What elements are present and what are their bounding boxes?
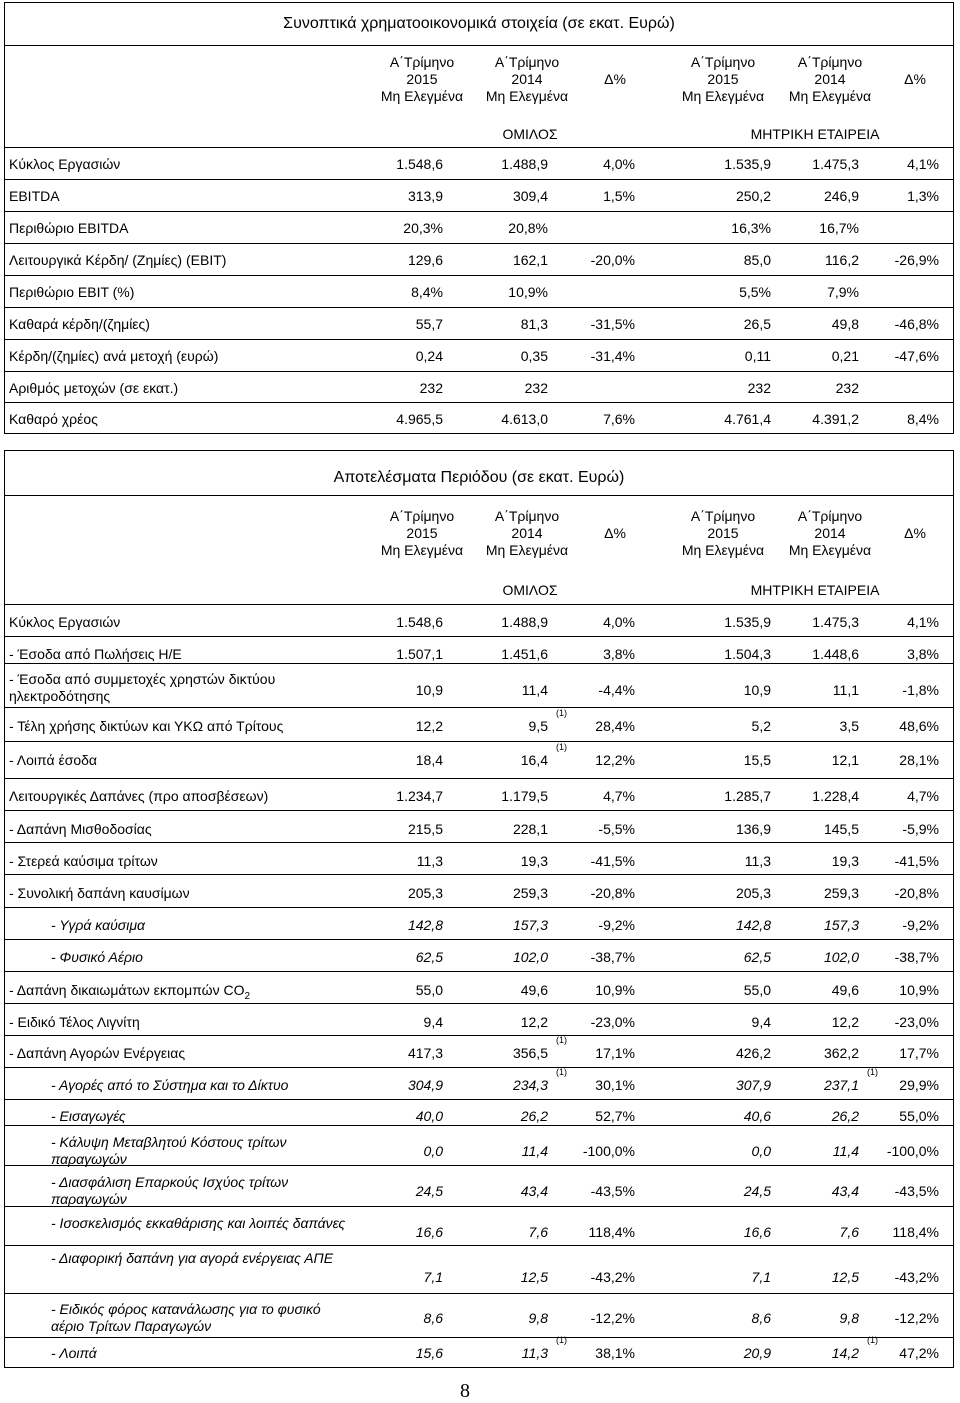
cell-value: 12,5	[520, 1269, 548, 1285]
col-header	[367, 54, 477, 105]
cell-value: -38,7%	[590, 949, 635, 965]
row-divider	[5, 939, 953, 940]
cell-value: 16,3%	[731, 220, 771, 236]
cell-value: 49,6	[520, 982, 548, 998]
cell-value: 307,9	[735, 1077, 771, 1093]
cell-value: -43,2%	[590, 1269, 635, 1285]
cell-value: -23,0%	[590, 1014, 635, 1030]
footnote-mark: (1)	[867, 1335, 878, 1345]
cell-value: 9,8	[839, 1310, 859, 1326]
cell-value: 26,2	[831, 1108, 859, 1124]
row-divider	[5, 211, 953, 212]
summary-financials-table	[4, 2, 954, 434]
cell-value: 7,6	[528, 1224, 548, 1240]
row-label: - Έσοδα από Πωλήσεις Η/Ε	[9, 646, 182, 662]
col-header	[668, 508, 778, 559]
cell-value: 3,8%	[603, 646, 635, 662]
cell-value: 9,8	[528, 1310, 548, 1326]
cell-value: 9,4	[751, 1014, 771, 1030]
cell-value: 136,9	[735, 821, 771, 837]
cell-value: -1,8%	[902, 682, 939, 698]
cell-value: 8,4%	[411, 284, 443, 300]
cell-value: 10,9	[743, 682, 771, 698]
cell-value: 162,1	[512, 252, 548, 268]
cell-value: 4,0%	[603, 156, 635, 172]
cell-value: -43,5%	[894, 1183, 939, 1199]
cell-value: 1.448,6	[812, 646, 859, 662]
cell-value: 11,4	[521, 1143, 548, 1159]
row-label: - Στερεά καύσιμα τρίτων	[9, 853, 158, 869]
col-header	[472, 508, 582, 559]
cell-value: 1.234,7	[396, 788, 443, 804]
col-header-line: 2015	[406, 71, 438, 87]
cell-value: 20,9	[743, 1345, 771, 1361]
cell-value: 19,3	[520, 853, 548, 869]
row-divider	[5, 1125, 953, 1126]
cell-value: 246,9	[823, 188, 859, 204]
cell-value: 232	[835, 380, 859, 396]
row-label: - Έσοδα από συμμετοχές χρηστών δικτύου ηλεκτροδότησης	[9, 671, 276, 704]
cell-value: 205,3	[407, 885, 443, 901]
col-header-line: Μη Ελεγμένα	[485, 88, 569, 104]
cell-value: 12,2	[831, 1014, 859, 1030]
cell-value: 304,9	[407, 1077, 443, 1093]
cell-value: 11,3	[744, 853, 771, 869]
cell-value: 1,5%	[603, 188, 635, 204]
cell-value: -12,2%	[894, 1310, 939, 1326]
cell-value: 81,3	[520, 316, 548, 332]
row-divider	[5, 1206, 953, 1207]
col-header-line: Α΄Τρίμηνο	[690, 54, 756, 70]
cell-value: 356,5	[512, 1045, 548, 1061]
cell-value: 1.535,9	[724, 614, 771, 630]
cell-value: 1.475,3	[812, 614, 859, 630]
col-header-delta: Δ%	[604, 71, 626, 87]
cell-value: -47,6%	[894, 348, 939, 364]
row-divider	[5, 1245, 953, 1246]
cell-value: 250,2	[735, 188, 771, 204]
cell-value: 43,4	[831, 1183, 859, 1199]
cell-value: 9,4	[423, 1014, 443, 1030]
cell-value: 28,1%	[899, 752, 939, 768]
row-divider	[5, 741, 953, 742]
row-label: Καθαρά κέρδη/(ζημίες)	[9, 316, 150, 332]
cell-value: 0,11	[744, 348, 771, 364]
row-divider	[5, 907, 953, 908]
col-header-line: 2015	[707, 525, 739, 541]
col-header-line: Α΄Τρίμηνο	[797, 508, 863, 524]
cell-value: 20,3%	[403, 220, 443, 236]
cell-value: 26,2	[520, 1108, 548, 1124]
row-label: - Τέλη χρήσης δικτύων και ΥΚΩ από Τρίτους	[9, 718, 284, 734]
row-label: - Αγορές από το Σύστημα και το Δίκτυο	[51, 1077, 289, 1093]
cell-value: 16,6	[415, 1224, 443, 1240]
cell-value: 4,7%	[603, 788, 635, 804]
col-header-line: 2015	[707, 71, 739, 87]
row-divider	[5, 1337, 953, 1338]
row-label: - Υγρά καύσιμα	[51, 917, 145, 933]
cell-value: 309,4	[512, 188, 548, 204]
cell-value: 17,1%	[595, 1045, 635, 1061]
cell-value: 1,3%	[907, 188, 939, 204]
cell-value: 11,3	[521, 1345, 548, 1361]
cell-value: 16,4	[520, 752, 548, 768]
cell-value: 24,5	[415, 1183, 443, 1199]
cell-value: 4,1%	[907, 614, 939, 630]
cell-value: -9,2%	[902, 917, 939, 933]
cell-value: 102,0	[823, 949, 859, 965]
cell-value: 8,4%	[907, 411, 939, 427]
cell-value: 1.488,9	[501, 156, 548, 172]
col-header-line: 2014	[511, 525, 543, 541]
cell-value: -20,8%	[894, 885, 939, 901]
cell-value: 3,8%	[907, 646, 939, 662]
cell-value: 5,5%	[739, 284, 771, 300]
cell-value: -20,8%	[590, 885, 635, 901]
footnote-mark: (1)	[556, 1335, 567, 1345]
cell-value: 234,3	[512, 1077, 548, 1093]
row-divider	[5, 842, 953, 843]
cell-value: 8,6	[751, 1310, 771, 1326]
row-label: - Διασφάλιση Επαρκούς Ισχύος τρίτων παραγωγών	[51, 1174, 289, 1207]
row-label: - Ειδικό Τέλος Λιγνίτη	[9, 1014, 140, 1030]
cell-value: 11,4	[832, 1143, 859, 1159]
cell-value: 62,5	[415, 949, 443, 965]
cell-value: 5,2	[751, 718, 771, 734]
cell-value: 10,9	[415, 682, 443, 698]
cell-value: 55,0	[743, 982, 771, 998]
col-header-delta: Δ%	[604, 525, 626, 541]
cell-value: -43,2%	[894, 1269, 939, 1285]
row-divider	[5, 147, 953, 148]
cell-value: 145,5	[823, 821, 859, 837]
cell-value: 12,2	[415, 718, 443, 734]
cell-value: 49,8	[831, 316, 859, 332]
col-header	[775, 54, 885, 105]
cell-value: 3,5	[839, 718, 859, 734]
row-label: EBITDA	[9, 188, 60, 204]
cell-value: 142,8	[407, 917, 443, 933]
row-divider	[5, 275, 953, 276]
footnote-mark: (1)	[867, 1067, 878, 1077]
cell-value: 10,9%	[595, 982, 635, 998]
cell-value: -31,4%	[590, 348, 635, 364]
cell-value: 1.504,3	[724, 646, 771, 662]
cell-value: 4,1%	[907, 156, 939, 172]
row-divider	[5, 307, 953, 308]
cell-value: 118,4%	[892, 1224, 939, 1240]
cell-value: 1.507,1	[396, 646, 443, 662]
label-subscript: 2	[244, 990, 251, 1002]
footnote-mark: (1)	[556, 1035, 567, 1045]
col-header	[775, 508, 885, 559]
cell-value: 4.613,0	[501, 411, 548, 427]
row-divider	[5, 810, 953, 811]
row-label: Κύκλος Εργασιών	[9, 614, 121, 630]
cell-value: 11,3	[416, 853, 443, 869]
row-label: - Εισαγωγές	[51, 1108, 126, 1124]
cell-value: 28,4%	[595, 718, 635, 734]
cell-value: 9,5	[528, 718, 548, 734]
col-header-line: Α΄Τρίμηνο	[389, 508, 455, 524]
cell-value: 40,6	[743, 1108, 771, 1124]
cell-value: 26,5	[743, 316, 771, 332]
row-divider	[5, 1293, 953, 1294]
row-label: - Δαπάνη Μισθοδοσίας	[9, 821, 152, 837]
row-divider	[5, 371, 953, 372]
row-divider	[5, 243, 953, 244]
col-header-line: 2014	[814, 525, 846, 541]
cell-value: 0,35	[520, 348, 548, 364]
col-header-delta: Δ%	[904, 71, 926, 87]
cell-value: 417,3	[407, 1045, 443, 1061]
cell-value: 43,4	[520, 1183, 548, 1199]
cell-value: 11,1	[832, 682, 859, 698]
cell-value: 7,9%	[827, 284, 859, 300]
row-label: - Δαπάνη δικαιωμάτων εκπομπών $CO_2$	[9, 982, 251, 1002]
cell-value: 1.535,9	[724, 156, 771, 172]
cell-value: 157,3	[512, 917, 548, 933]
cell-value: 1.451,6	[501, 646, 548, 662]
cell-value: -12,2%	[590, 1310, 635, 1326]
cell-value: 49,6	[831, 982, 859, 998]
col-header-line: Μη Ελεγμένα	[380, 88, 464, 104]
row-label: Αριθμός μετοχών (σε εκατ.)	[9, 380, 179, 396]
row-divider	[5, 1099, 953, 1100]
group-label-group: ΟΜΙΛΟΣ	[502, 582, 558, 598]
row-divider	[5, 604, 953, 605]
row-divider	[5, 707, 953, 708]
cell-value: 116,2	[825, 252, 859, 268]
col-header-line: Α΄Τρίμηνο	[797, 54, 863, 70]
col-header-line: Α΄Τρίμηνο	[494, 508, 560, 524]
row-label: - Ισοσκελισμός εκκαθάρισης και λοιπές δαπάνες	[51, 1215, 346, 1231]
row-divider	[5, 1067, 953, 1068]
cell-value: 7,6%	[603, 411, 635, 427]
cell-value: 4.761,4	[724, 411, 771, 427]
cell-value: 16,6	[743, 1224, 771, 1240]
row-divider	[5, 179, 953, 180]
cell-value: 11,4	[521, 682, 548, 698]
col-header-line: Α΄Τρίμηνο	[494, 54, 560, 70]
row-label: Κύκλος Εργασιών	[9, 156, 121, 172]
col-header-line: Α΄Τρίμηνο	[690, 508, 756, 524]
cell-value: -38,7%	[894, 949, 939, 965]
page-number: 8	[460, 1380, 470, 1402]
table-title: Συνοπτικά χρηματοοικονομικά στοιχεία (σε εκατ. Ευρώ)	[283, 15, 675, 32]
row-label: - Διαφορική δαπάνη για αγορά ενέργειας ΑΠΕ	[51, 1250, 334, 1266]
cell-value: 259,3	[823, 885, 859, 901]
cell-value: 0,0	[751, 1143, 771, 1159]
cell-value: 0,24	[415, 348, 443, 364]
row-label: - Δαπάνη Αγορών Ενέργειας	[9, 1045, 186, 1061]
divider	[5, 495, 953, 496]
row-label: Περιθώριο EBITDA	[9, 220, 129, 236]
cell-value: -26,9%	[894, 252, 939, 268]
cell-value: 24,5	[743, 1183, 771, 1199]
group-label-parent: ΜΗΤΡΙΚΗ ΕΤΑΙΡΕΙΑ	[750, 126, 880, 142]
cell-value: 55,0	[415, 982, 443, 998]
cell-value: 362,2	[823, 1045, 859, 1061]
cell-value: 17,7%	[899, 1045, 939, 1061]
cell-value: 0,21	[831, 348, 859, 364]
cell-value: 12,2%	[595, 752, 635, 768]
cell-value: 40,0	[415, 1108, 443, 1124]
cell-value: 16,7%	[819, 220, 859, 236]
footnote-mark: (1)	[556, 742, 567, 752]
cell-value: -31,5%	[590, 316, 635, 332]
cell-value: 48,6%	[899, 718, 939, 734]
cell-value: 1.228,4	[812, 788, 859, 804]
col-header-line: Μη Ελεγμένα	[788, 88, 872, 104]
cell-value: 14,2	[831, 1345, 859, 1361]
cell-value: -100,0%	[886, 1143, 939, 1159]
cell-value: 10,9%	[508, 284, 548, 300]
cell-value: 232	[524, 380, 548, 396]
cell-value: 1.179,5	[501, 788, 548, 804]
cell-value: 29,9%	[899, 1077, 939, 1093]
cell-value: 1.548,6	[396, 614, 443, 630]
cell-value: 62,5	[743, 949, 771, 965]
cell-value: 7,6	[839, 1224, 859, 1240]
cell-value: 7,1	[423, 1269, 443, 1285]
cell-value: 1.488,9	[501, 614, 548, 630]
cell-value: 15,5	[743, 752, 771, 768]
cell-value: -5,9%	[902, 821, 939, 837]
cell-value: 4,7%	[907, 788, 939, 804]
cell-value: 55,0%	[899, 1108, 939, 1124]
cell-value: -20,0%	[590, 252, 635, 268]
col-header-line: Μη Ελεγμένα	[485, 542, 569, 558]
table-title: Αποτελέσματα Περιόδου (σε εκατ. Ευρώ)	[333, 469, 625, 486]
divider	[5, 45, 953, 46]
cell-value: 259,3	[512, 885, 548, 901]
row-label: - Λοιπά έσοδα	[9, 752, 98, 768]
cell-value: 55,7	[415, 316, 443, 332]
cell-value: 142,8	[735, 917, 771, 933]
col-header-line: Μη Ελεγμένα	[681, 542, 765, 558]
cell-value: 85,0	[743, 252, 771, 268]
col-header-delta: Δ%	[904, 525, 926, 541]
cell-value: 228,1	[512, 821, 548, 837]
cell-value: 12,1	[831, 752, 859, 768]
cell-value: -41,5%	[894, 853, 939, 869]
cell-value: 205,3	[735, 885, 771, 901]
cell-value: 47,2%	[899, 1345, 939, 1361]
row-divider	[5, 402, 953, 403]
cell-value: 1.548,6	[396, 156, 443, 172]
cell-value: 10,9%	[899, 982, 939, 998]
cell-value: 232	[419, 380, 443, 396]
cell-value: -4,4%	[598, 682, 635, 698]
cell-value: 12,5	[831, 1269, 859, 1285]
row-label: Λειτουργικά Κέρδη/ (Ζημίες) (EBIT)	[9, 252, 227, 268]
row-divider	[5, 636, 953, 637]
cell-value: 15,6	[415, 1345, 443, 1361]
cell-value: 12,2	[520, 1014, 548, 1030]
row-label: Περιθώριο ΕΒΙΤ (%)	[9, 284, 135, 300]
cell-value: 1.285,7	[724, 788, 771, 804]
footnote-mark: (1)	[556, 1067, 567, 1077]
col-header-line: 2014	[814, 71, 846, 87]
cell-value: 237,1	[823, 1077, 859, 1093]
cell-value: 18,4	[415, 752, 443, 768]
cell-value: -9,2%	[598, 917, 635, 933]
cell-value: 4.391,2	[812, 411, 859, 427]
cell-value: -41,5%	[590, 853, 635, 869]
cell-value: 102,0	[512, 949, 548, 965]
cell-value: 4,0%	[603, 614, 635, 630]
cell-value: -100,0%	[582, 1143, 635, 1159]
cell-value: 30,1%	[595, 1077, 635, 1093]
col-header	[367, 508, 477, 559]
row-divider	[5, 778, 953, 779]
row-label: Κέρδη/(ζημίες) ανά μετοχή (ευρώ)	[9, 348, 219, 364]
row-label: Καθαρό χρέος	[9, 411, 98, 427]
cell-value: 38,1%	[595, 1345, 635, 1361]
cell-value: -5,5%	[598, 821, 635, 837]
row-divider	[5, 1035, 953, 1036]
cell-value: 19,3	[831, 853, 859, 869]
row-label: Λειτουργικές Δαπάνες (προ αποσβέσεων)	[9, 788, 269, 804]
row-label: - Κάλυψη Μεταβλητού Κόστους τρίτων παραγωγών	[51, 1134, 287, 1167]
period-results-table	[4, 450, 954, 1368]
cell-value: 0,0	[423, 1143, 443, 1159]
row-divider	[5, 971, 953, 972]
cell-value: 313,9	[407, 188, 443, 204]
cell-value: 118,4%	[588, 1224, 635, 1240]
cell-value: 157,3	[823, 917, 859, 933]
cell-value: 215,5	[407, 821, 443, 837]
group-label-parent: ΜΗΤΡΙΚΗ ΕΤΑΙΡΕΙΑ	[750, 582, 880, 598]
cell-value: 20,8%	[508, 220, 548, 236]
cell-value: 4.965,5	[396, 411, 443, 427]
row-divider	[5, 663, 953, 664]
row-divider	[5, 874, 953, 875]
cell-value: -43,5%	[590, 1183, 635, 1199]
footnote-mark: (1)	[556, 708, 567, 718]
col-header	[472, 54, 582, 105]
cell-value: -46,8%	[894, 316, 939, 332]
cell-value: 52,7%	[595, 1108, 635, 1124]
row-label: - Συνολική δαπάνη καυσίμων	[9, 885, 190, 901]
row-label: - Ειδικός φόρος κατανάλωσης για το φυσικό αέριο Τρίτων Παραγωγών	[51, 1301, 321, 1334]
cell-value: 426,2	[735, 1045, 771, 1061]
cell-value: 1.475,3	[812, 156, 859, 172]
col-header-line: Μη Ελεγμένα	[681, 88, 765, 104]
row-divider	[5, 1165, 953, 1166]
group-label-group: ΟΜΙΛΟΣ	[502, 126, 558, 142]
row-divider	[5, 1003, 953, 1004]
col-header-line: Α΄Τρίμηνο	[389, 54, 455, 70]
cell-value: 232	[747, 380, 771, 396]
cell-value: 7,1	[751, 1269, 771, 1285]
row-divider	[5, 339, 953, 340]
col-header-line: Μη Ελεγμένα	[380, 542, 464, 558]
row-label: - Φυσικό Αέριο	[51, 949, 143, 965]
cell-value: -23,0%	[894, 1014, 939, 1030]
col-header	[668, 54, 778, 105]
col-header-line: Μη Ελεγμένα	[788, 542, 872, 558]
col-header-line: 2014	[511, 71, 543, 87]
cell-value: 8,6	[423, 1310, 443, 1326]
row-label: - Λοιπά	[51, 1345, 97, 1361]
col-header-line: 2015	[406, 525, 438, 541]
cell-value: 129,6	[407, 252, 443, 268]
